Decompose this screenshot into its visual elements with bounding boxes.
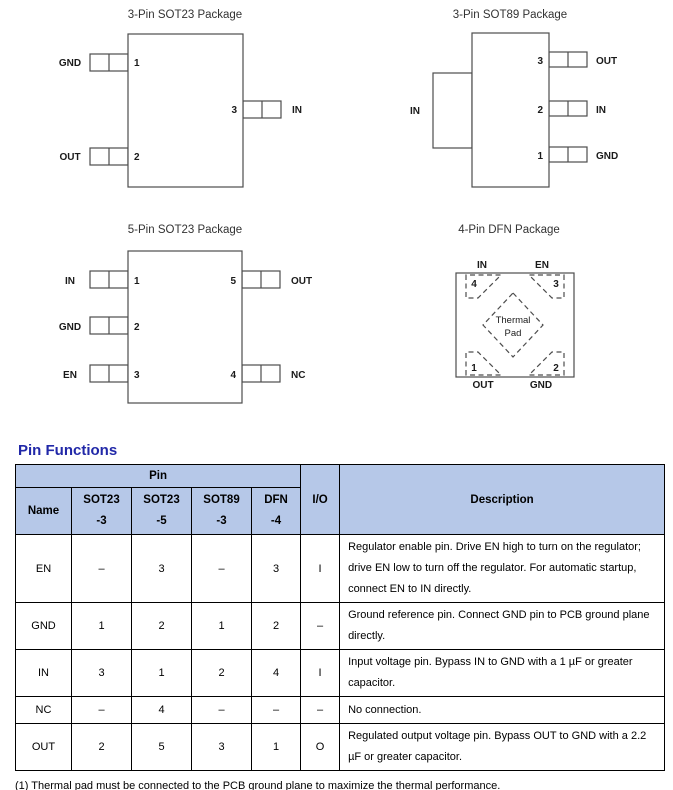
sot23-3-package-diagram <box>0 0 340 205</box>
pin-label: GND <box>529 380 553 391</box>
pin-name-cell: IN <box>16 650 72 697</box>
pin-number: 4 <box>471 279 477 290</box>
pin-cell: 2 <box>192 650 252 697</box>
pin-number: 2 <box>537 105 543 116</box>
io-cell: I <box>301 650 340 697</box>
col-header-line: -3 <box>216 515 227 527</box>
pin-cell: – <box>72 535 132 603</box>
pin-number: 3 <box>553 279 559 290</box>
pin-pad <box>242 365 280 382</box>
col-header-line: -4 <box>270 515 282 527</box>
pin-cell: – <box>192 697 252 724</box>
pin-pad <box>549 101 587 116</box>
package-body <box>128 34 243 187</box>
col-header-line: -3 <box>96 515 107 527</box>
io-cell: I <box>301 535 340 603</box>
pin-number: 2 <box>134 322 140 333</box>
pin-cell: 3 <box>72 650 132 697</box>
col-header-dfn-4 <box>252 488 301 535</box>
col-header-description: Description <box>340 465 665 535</box>
package-title: 4-Pin DFN Package <box>458 224 560 236</box>
dfn-4-package-diagram <box>380 210 673 430</box>
package-tab <box>433 73 472 148</box>
pin-functions-section <box>15 443 665 790</box>
col-header-io: I/O <box>301 465 340 535</box>
col-header-line: SOT89 <box>203 494 240 506</box>
pin-label: EN <box>63 370 77 381</box>
pin-number: 1 <box>134 58 140 69</box>
pin-number: 1 <box>471 363 477 374</box>
pin-label: IN <box>410 106 420 117</box>
pin-label: NC <box>291 370 306 381</box>
pin-cell: – <box>192 535 252 603</box>
pin-pad <box>90 317 128 334</box>
col-header-name: Name <box>16 488 72 535</box>
pin-cell: 3 <box>132 535 192 603</box>
pin-name-cell: EN <box>16 535 72 603</box>
col-header-line: SOT23 <box>83 494 120 506</box>
pin-cell: 3 <box>192 724 252 771</box>
pin-cell: 5 <box>132 724 192 771</box>
col-header-sot89-3 <box>192 488 252 535</box>
table-row <box>16 650 665 697</box>
pin-label: OUT <box>291 276 313 287</box>
pin-label: IN <box>596 105 606 116</box>
thermal-pad-label: Pad <box>504 328 522 339</box>
description-cell: Regulated output voltage pin. Bypass OUT to GND with a 2.2 µF or greater capacitor. <box>340 724 665 771</box>
package-title: 3-Pin SOT89 Package <box>452 9 568 21</box>
description-cell: Input voltage pin. Bypass IN to GND with a 1 µF or greater capacitor. <box>340 650 665 697</box>
pin-cell: – <box>72 697 132 724</box>
pin-pad <box>549 52 587 67</box>
sot89-3-package-diagram <box>340 0 673 205</box>
description-cell: Ground reference pin. Connect GND pin to PCB ground plane directly. <box>340 603 665 650</box>
pin-cell: 4 <box>132 697 192 724</box>
pin-cell: – <box>252 697 301 724</box>
io-cell: O <box>301 724 340 771</box>
pin-number: 1 <box>134 276 140 287</box>
col-header-line: -5 <box>156 515 167 527</box>
package-title: 5-Pin SOT23 Package <box>127 224 243 236</box>
pin-label: IN <box>477 260 487 271</box>
pin-cell: 4 <box>252 650 301 697</box>
section-heading: Pin Functions <box>18 442 118 459</box>
pin-name-cell: OUT <box>16 724 72 771</box>
pin-number: 1 <box>537 151 543 162</box>
table-row <box>16 697 665 724</box>
header-row-group <box>16 465 665 488</box>
pin-label: GND <box>58 322 82 333</box>
table-row <box>16 724 665 771</box>
pin-cell: 1 <box>132 650 192 697</box>
description-cell: Regulator enable pin. Drive EN high to turn on the regulator; drive EN low to turn off the regulator. For automatic startup, connect EN to IN directly. <box>340 535 665 603</box>
table-row <box>16 603 665 650</box>
pin-cell: 1 <box>72 603 132 650</box>
pin-pad <box>90 148 128 165</box>
pin-number: 5 <box>230 276 236 287</box>
pin-label: OUT <box>59 152 81 163</box>
io-cell: – <box>301 697 340 724</box>
pin-label: OUT <box>472 380 494 391</box>
pin-number: 2 <box>553 363 559 374</box>
pin-pad <box>242 271 280 288</box>
col-header-pin-group: Pin <box>16 465 301 488</box>
pin-cell: 1 <box>252 724 301 771</box>
thermal-pad-label: Thermal <box>495 315 531 326</box>
pin-label: GND <box>596 151 619 162</box>
col-header-sot23-5 <box>132 488 192 535</box>
pin-pad <box>243 101 281 118</box>
description-cell: No connection. <box>340 697 665 724</box>
pin-functions-table <box>15 464 665 771</box>
pin-number: 4 <box>230 370 236 381</box>
sot23-5-package-diagram <box>0 210 340 430</box>
pin-pad <box>90 271 128 288</box>
package-body <box>128 251 242 403</box>
pin-pad <box>90 54 128 71</box>
pin-number: 3 <box>134 370 140 381</box>
pin-cell: 3 <box>252 535 301 603</box>
pin-number: 3 <box>537 56 543 67</box>
pin-pad <box>90 365 128 382</box>
pin-label: EN <box>535 260 549 271</box>
pin-cell: 2 <box>72 724 132 771</box>
pin-cell: 1 <box>192 603 252 650</box>
pin-name-cell: GND <box>16 603 72 650</box>
table-footnote: (1) Thermal pad must be connected to the PCB ground plane to maximize the thermal performance. <box>15 780 501 790</box>
pin-label: GND <box>58 58 82 69</box>
pin-name-cell: NC <box>16 697 72 724</box>
io-cell: – <box>301 603 340 650</box>
col-header-sot23-3 <box>72 488 132 535</box>
col-header-line: DFN <box>264 494 288 506</box>
pin-pad <box>549 147 587 162</box>
pin-cell: 2 <box>252 603 301 650</box>
pin-label: OUT <box>596 56 618 67</box>
pin-number: 3 <box>231 105 237 116</box>
pin-cell: 2 <box>132 603 192 650</box>
pin-number: 2 <box>134 152 140 163</box>
package-title: 3-Pin SOT23 Package <box>127 9 243 21</box>
table-row <box>16 535 665 603</box>
pin-label: IN <box>65 276 75 287</box>
pin-label: IN <box>292 105 302 116</box>
col-header-line: SOT23 <box>143 494 180 506</box>
